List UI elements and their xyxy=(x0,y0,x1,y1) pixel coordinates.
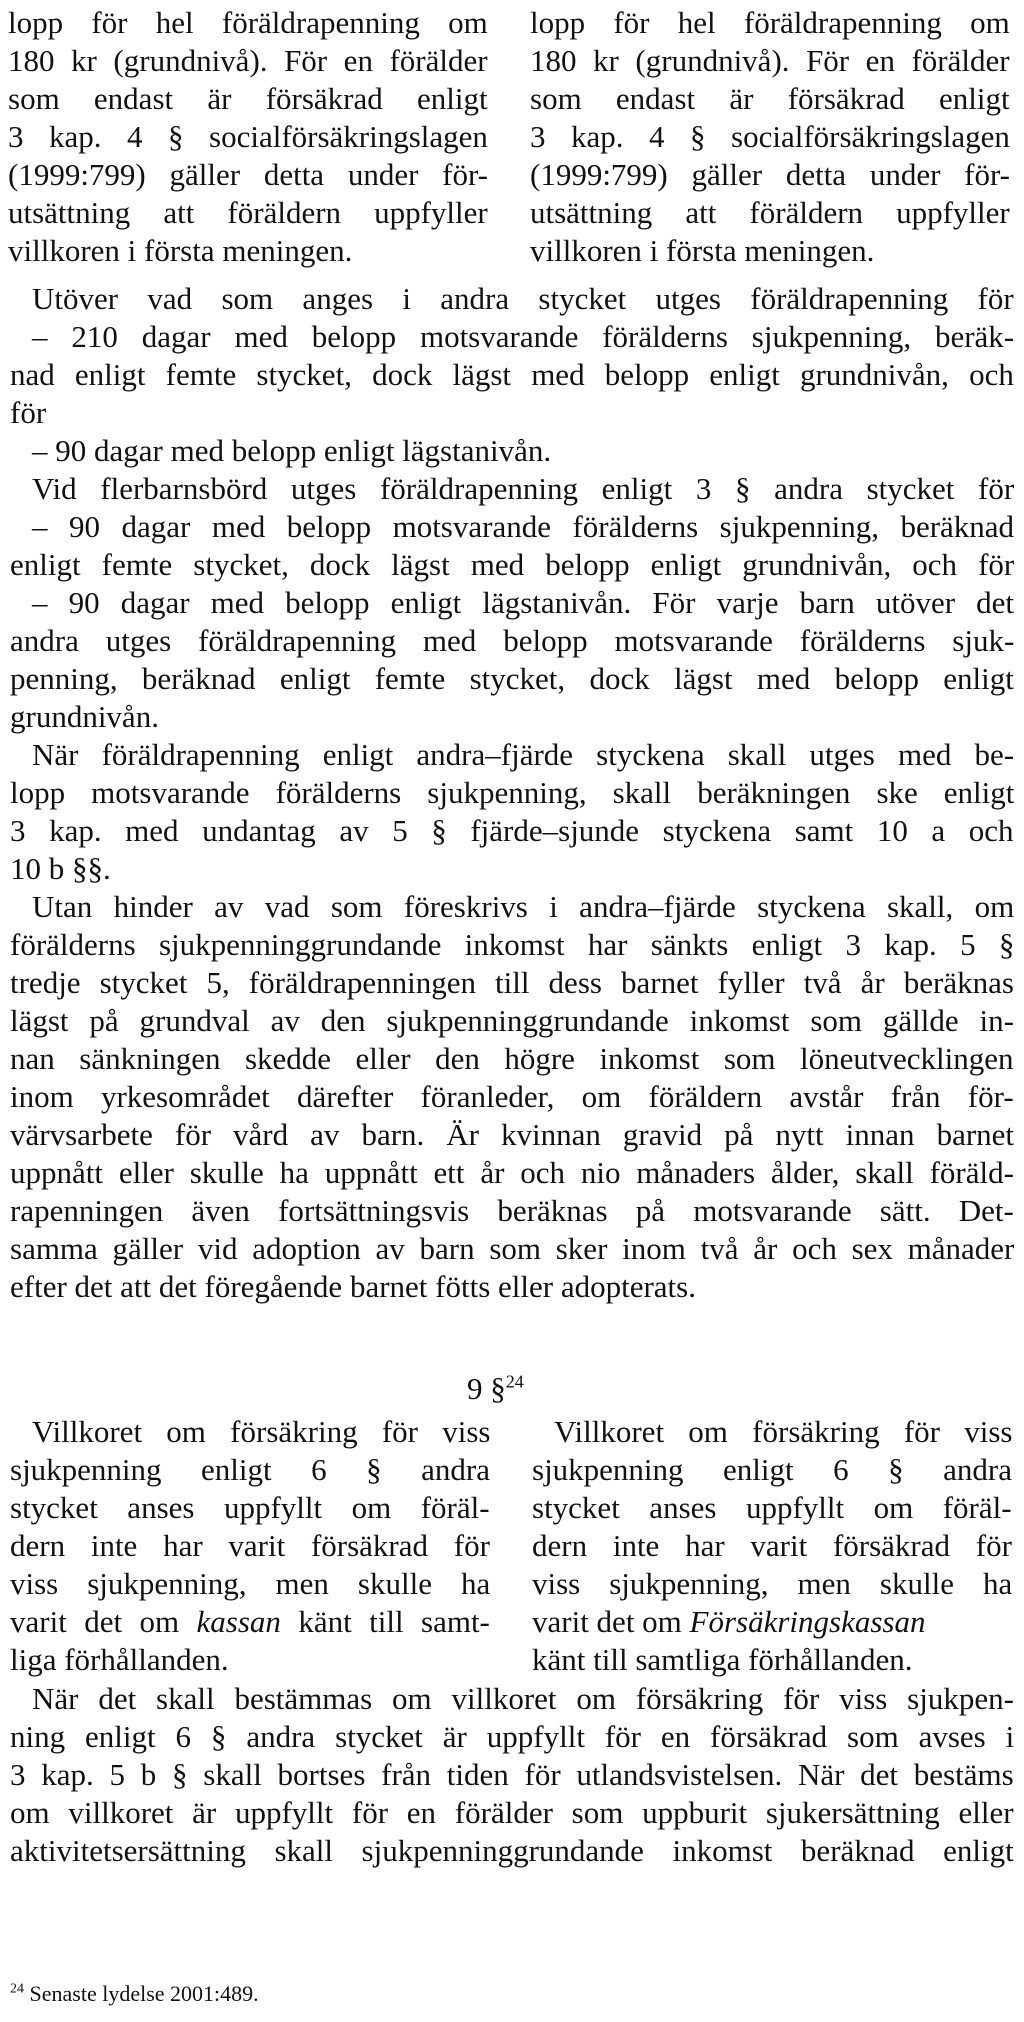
text-line: andra utges föräldrapenning med belopp motsvarande förälderns sjuk- xyxy=(10,623,1015,658)
section-heading xyxy=(467,1370,524,1408)
text-line: Utan hinder av vad som föreskrivs i andra–fjärde styckena skall, om xyxy=(32,889,1015,924)
text-line: lopp för hel föräldrapenning om xyxy=(530,5,1010,40)
text-segment: varit det om xyxy=(532,1604,690,1639)
text-line: Villkoret om försäkring för viss xyxy=(554,1414,1013,1449)
text-line: lägst på grundval av den sjukpenninggrundande inkomst som gällde in- xyxy=(10,1003,1014,1038)
footnote-reference: 24 xyxy=(505,1371,524,1392)
text-line: 180 kr (grundnivå). För en förälder xyxy=(8,43,488,78)
text-line: enligt femte stycket, dock lägst med belopp enligt grundnivån, och för xyxy=(10,547,1015,582)
text-line: – 210 dagar med belopp motsvarande förälderns sjukpenning, beräk- xyxy=(32,319,1015,354)
text-line: villkoren i första meningen. xyxy=(530,233,875,268)
text-line: 3 kap. 4 § socialförsäkringslagen xyxy=(8,119,488,154)
section-heading-text: 9 § xyxy=(467,1371,506,1406)
text-line: 10 b §§. xyxy=(10,851,111,886)
text-line: – 90 dagar med belopp motsvarande förälderns sjukpenning, beräknad xyxy=(32,509,1015,544)
footnote xyxy=(10,1980,259,2008)
text-line: Villkoret om försäkring för viss xyxy=(32,1414,491,1449)
text-line: (1999:799) gäller detta under för- xyxy=(530,157,1011,192)
text-line: När föräldrapenning enligt andra–fjärde styckena skall utges med be- xyxy=(32,737,1015,772)
text-line: dern inte har varit försäkrad för xyxy=(10,1528,490,1563)
text-line: utsättning att föräldern uppfyller xyxy=(8,195,488,230)
text-line: samma gäller vid adoption av barn som sker inom två år och sex månader xyxy=(10,1231,1015,1266)
text-line: När det skall bestämmas om villkoret om försäkring för viss sjukpen- xyxy=(32,1681,1014,1716)
text-line: 3 kap. 5 b § skall bortses från tiden för utlandsvistelsen. När det bestäms xyxy=(10,1757,1014,1792)
text-line: som endast är försäkrad enligt xyxy=(530,81,1010,116)
italic-term: kassan xyxy=(196,1604,281,1639)
text-line: viss sjukpenning, men skulle ha xyxy=(10,1566,491,1601)
text-line: Vid flerbarnsbörd utges föräldrapenning enligt 3 § andra stycket för xyxy=(32,471,1015,506)
text-line xyxy=(10,1603,490,1641)
text-line: grundnivån. xyxy=(10,699,159,734)
text-line: nan sänkningen skedde eller den högre inkomst som löneutvecklingen xyxy=(10,1041,1014,1076)
text-line: penning, beräknad enligt femte stycket, dock lägst med belopp enligt xyxy=(10,661,1014,696)
text-line: liga förhållanden. xyxy=(10,1642,229,1677)
text-line: stycket anses uppfyllt om föräl- xyxy=(532,1490,1012,1525)
text-line: dern inte har varit försäkrad för xyxy=(532,1528,1012,1563)
text-line: utsättning att föräldern uppfyller xyxy=(530,195,1010,230)
text-line: rapenningen även fortsättningsvis beräknas på motsvarande sätt. Det- xyxy=(10,1193,1014,1228)
text-line: aktivitetsersättning skall sjukpenninggrundande inkomst beräknad enligt xyxy=(10,1833,1014,1868)
text-line: stycket anses uppfyllt om föräl- xyxy=(10,1490,490,1525)
text-line: som endast är försäkrad enligt xyxy=(8,81,488,116)
text-line: 3 kap. med undantag av 5 § fjärde–sjunde styckena samt 10 a och xyxy=(10,813,1014,848)
text-line: lopp motsvarande förälderns sjukpenning, skall beräkningen ske enligt xyxy=(10,775,1015,810)
text-line: viss sjukpenning, men skulle ha xyxy=(532,1566,1013,1601)
text-line: – 90 dagar med belopp enligt lägstanivån. För varje barn utöver det xyxy=(32,585,1015,620)
text-line: sjukpenning enligt 6 § andra xyxy=(532,1452,1012,1487)
text-segment: känt till samt- xyxy=(280,1604,490,1639)
text-segment: varit det om xyxy=(10,1604,197,1639)
text-line: 180 kr (grundnivå). För en förälder xyxy=(530,43,1010,78)
text-line: lopp för hel föräldrapenning om xyxy=(8,5,488,40)
text-line: för xyxy=(10,395,47,430)
text-line: Utöver vad som anges i andra stycket utges föräldrapenning för xyxy=(32,281,1014,316)
footnote-text: Senaste lydelse 2001:489. xyxy=(29,1981,259,2006)
text-line: (1999:799) gäller detta under för- xyxy=(8,157,489,192)
footnote-number: 24 xyxy=(10,1981,24,1997)
text-line: ning enligt 6 § andra stycket är uppfyllt för en försäkrad som avses i xyxy=(10,1719,1015,1754)
text-line: uppnått eller skulle ha uppnått ett år och nio månaders ålder, skall föräld- xyxy=(10,1155,1014,1190)
text-line: om villkoret är uppfyllt för en förälder som uppburit sjukersättning eller xyxy=(10,1795,1014,1830)
text-line: värvsarbete för vård av barn. Är kvinnan gravid på nytt innan barnet xyxy=(10,1117,1015,1152)
italic-term: Försäkringskassan xyxy=(689,1604,926,1639)
text-line: villkoren i första meningen. xyxy=(8,233,353,268)
text-line: nad enligt femte stycket, dock lägst med belopp enligt grundnivån, och xyxy=(10,357,1014,392)
text-line: inom yrkesområdet därefter föranleder, om föräldern avstår från för- xyxy=(10,1079,1014,1114)
text-line: känt till samtliga förhållanden. xyxy=(532,1642,913,1677)
text-line: förälderns sjukpenninggrundande inkomst har sänkts enligt 3 kap. 5 § xyxy=(10,927,1015,962)
text-line: tredje stycket 5, föräldrapenningen till dess barnet fyller två år beräknas xyxy=(10,965,1014,1000)
text-line: efter det att det föregående barnet fötts eller adopterats. xyxy=(10,1269,696,1304)
text-line: 3 kap. 4 § socialförsäkringslagen xyxy=(530,119,1010,154)
text-line: – 90 dagar med belopp enligt lägstanivån. xyxy=(32,433,552,468)
text-line xyxy=(532,1603,926,1641)
text-line: sjukpenning enligt 6 § andra xyxy=(10,1452,490,1487)
